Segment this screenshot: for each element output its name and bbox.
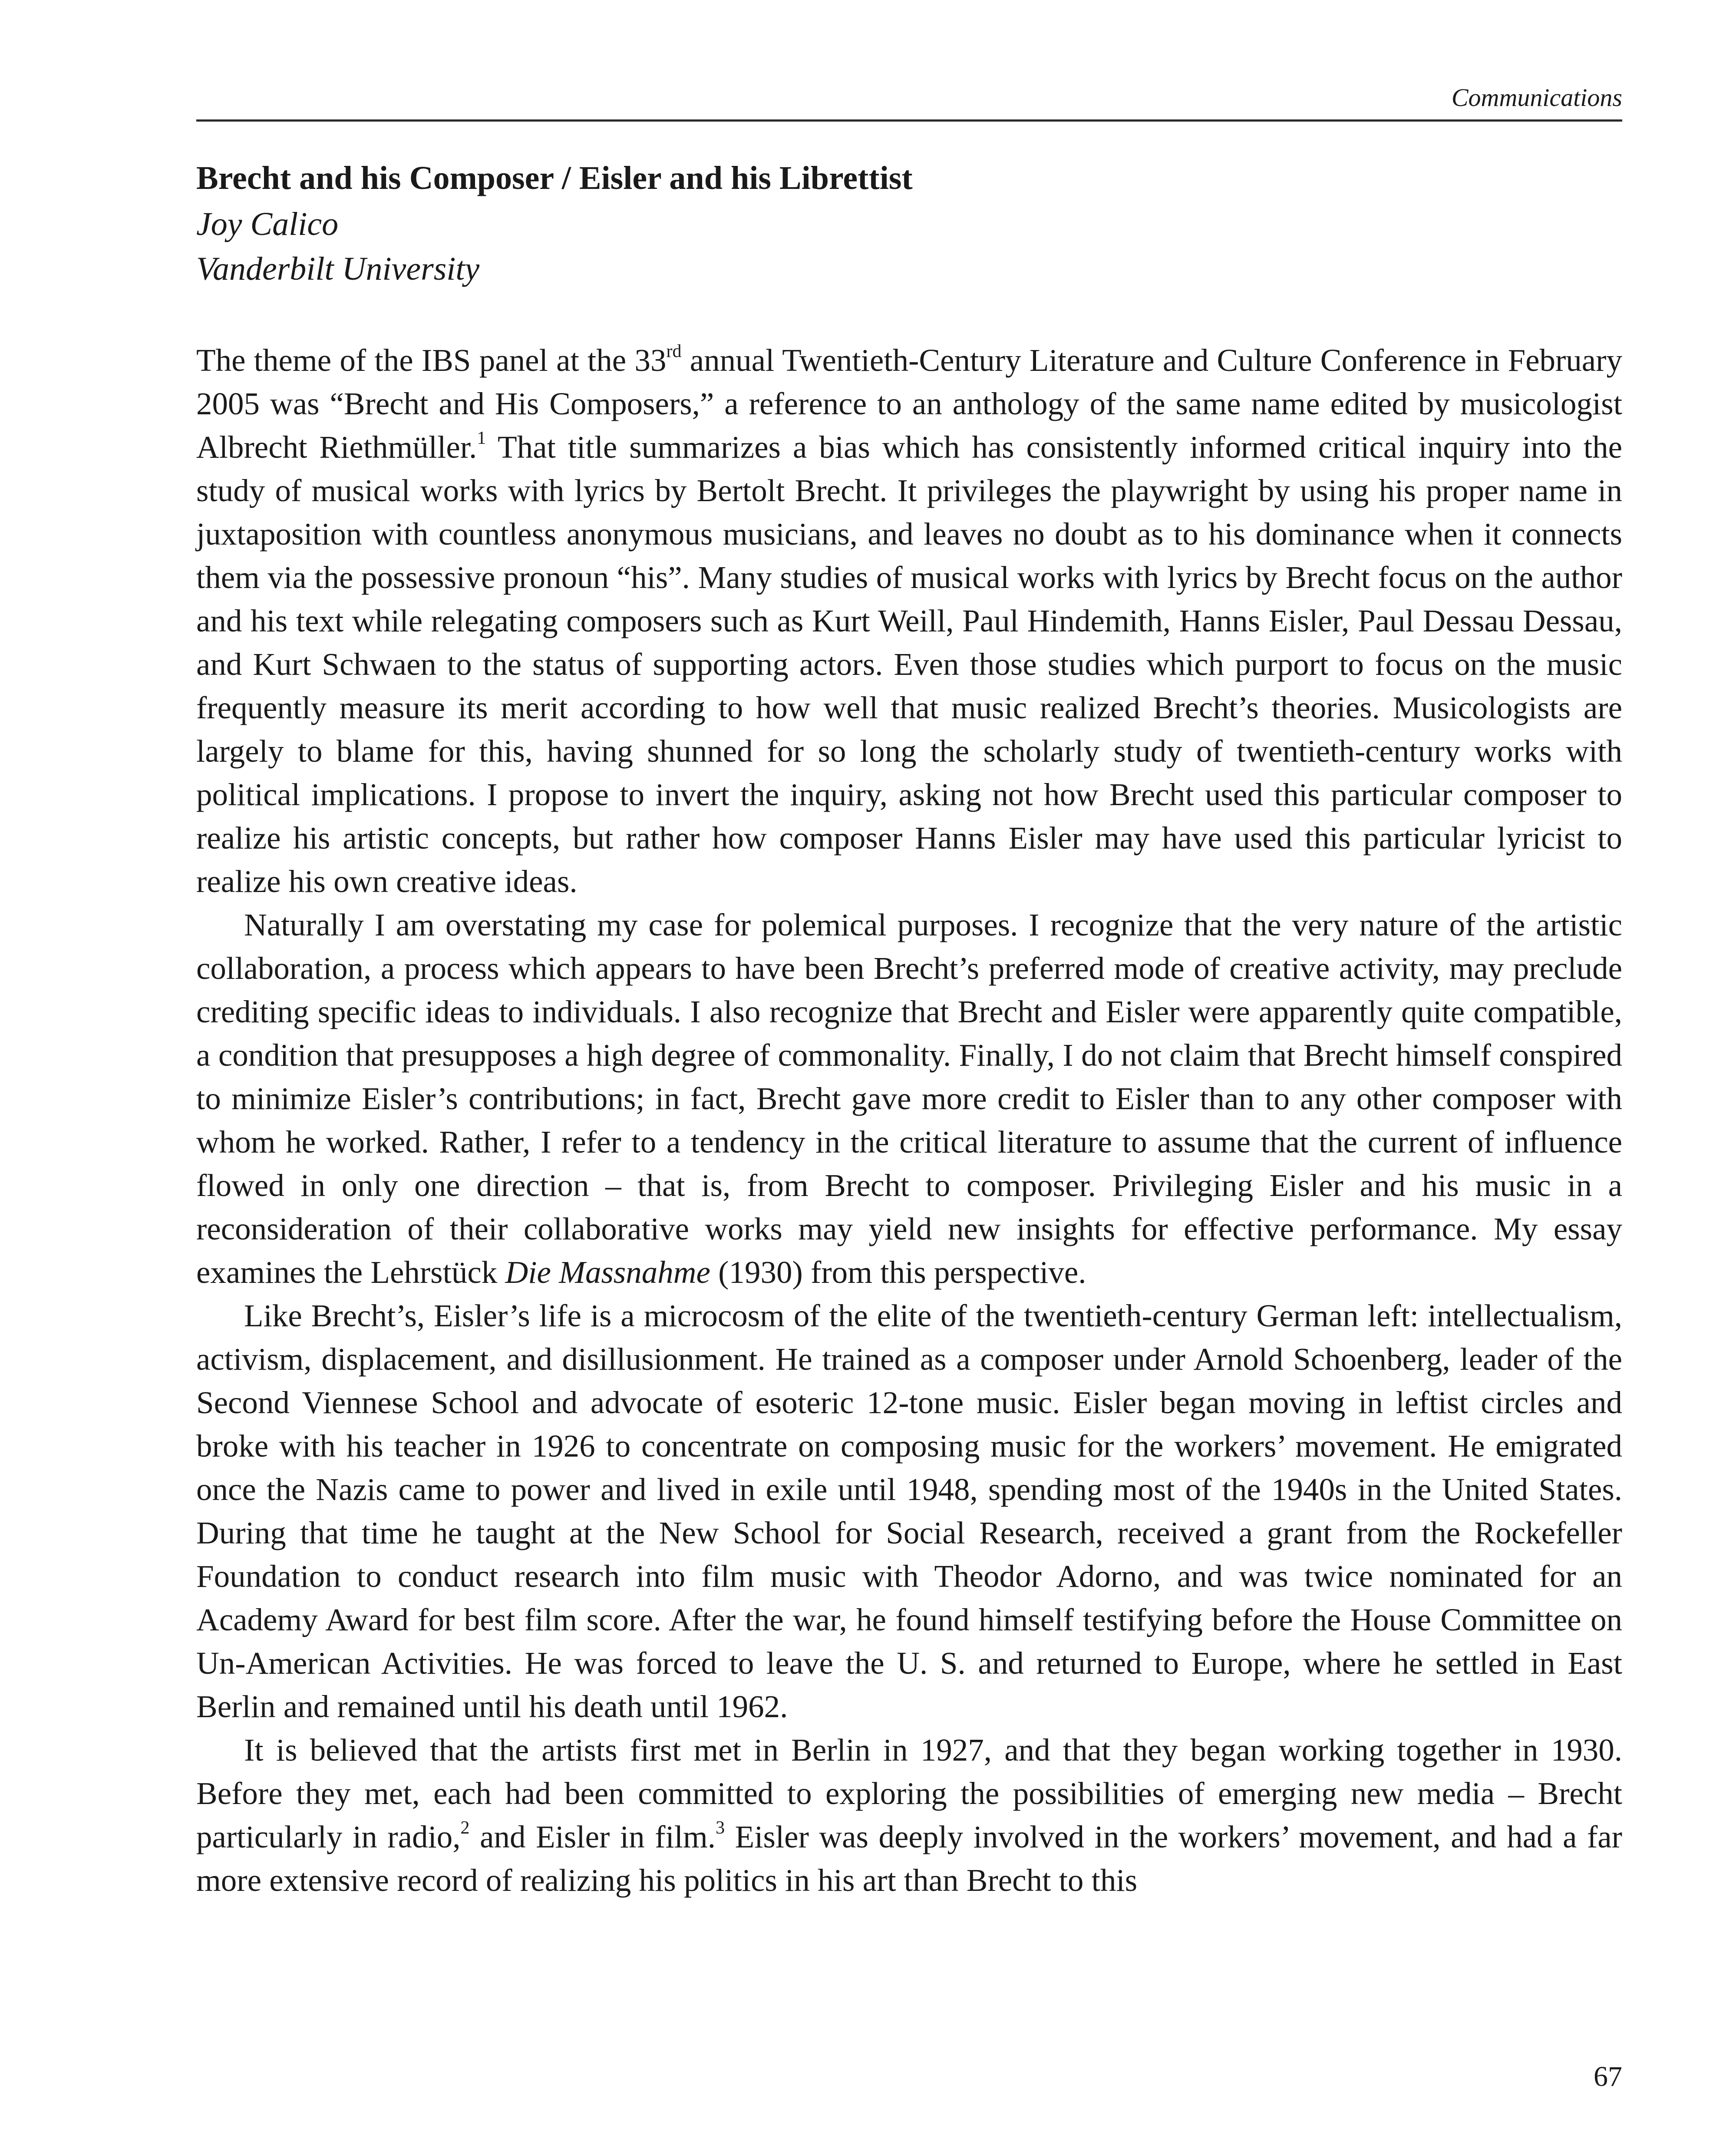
ordinal-suffix: rd — [666, 341, 682, 361]
footnote-ref-1: 1 — [477, 428, 486, 448]
paragraph-4-text-c: Eisler was deeply involved in the workers’ movement, and had a far more extensive record of realizing his politics in his art than Brecht to this — [196, 1819, 1622, 1898]
paragraph-2-text-a: Naturally I am overstating my case for polemical purposes. I recognize that the very nature of the artistic collaboration, a process which appears to have been Brecht’s preferred mode of creative activity, may preclude crediting specific ideas to individuals. I also recognize that Brecht and Eisler were apparently quite compatible, a condition that presupposes a high degree of commonality. Finally, I do not claim that Brecht himself conspired to minimize Eisler’s contributions; in fact, Brecht gave more credit to Eisler than to any other composer with whom he worked. Rather, I refer to a tendency in the critical literature to assume that the current of influence flowed in only one direction – that is, from Brecht to composer. Privileging Eisler and his music in a reconsideration of their collaborative works may yield new insights for effective performance. My essay examines the Lehrstück — [196, 907, 1622, 1290]
paragraph-4 — [196, 1728, 1622, 1902]
paragraph-2 — [196, 903, 1622, 1294]
footnote-ref-2: 2 — [460, 1818, 470, 1838]
article-title: Brecht and his Composer / Eisler and his Librettist — [196, 160, 913, 196]
paragraph-3: Like Brecht’s, Eisler’s life is a microcosm of the elite of the twentieth-century German left: intellectualism, activism, displacement, and disillusionment. He trained as a composer under Arnold Schoenberg, leader of the Second Viennese School and advocate of esoteric 12-tone music. Eisler began moving in leftist circles and broke with his teacher in 1926 to concentrate on composing music for the workers’ movement. He emigrated once the Nazis came to power and lived in exile until 1948, spending most of the 1940s in the United States. During that time he taught at the New School for Social Research, received a grant from the Rockefeller Foundation to conduct research into film music with Theodor Adorno, and was twice nominated for an Academy Award for best film score. After the war, he found himself testifying before the House Committee on Un-American Activities. He was forced to leave the U. S. and returned to Europe, where he settled in East Berlin and remained until his death until 1962. — [196, 1298, 1622, 1724]
paragraph-4-text-b: and Eisler in film. — [469, 1819, 716, 1854]
paragraph-1 — [196, 339, 1622, 903]
work-title: Die Massnahme — [505, 1255, 710, 1290]
paragraph-1-text-a: The theme of the IBS panel at the 33 — [196, 343, 667, 378]
paragraph-1-text-c: That title summarizes a bias which has consistently informed critical inquiry into the study of musical works with lyrics by Bertolt Brecht. It privileges the playwright by using his proper name in juxtaposition with countless anonymous musicians, and leaves no doubt as to his dominance when it connects them via the possessive pronoun “his”. Many studies of musical works with lyrics by Brecht focus on the author and his text while relegating composers such as Kurt Weill, Paul Hindemith, Hanns Eisler, Paul Dessau Dessau, and Kurt Schwaen to the status of supporting actors. Even those studies which purport to focus on the music frequently measure its merit according to how well that music realized Brecht’s theories. Musicologists are largely to blame for this, having shunned for so long the scholarly study of twentieth-century works with political implications. I propose to invert the inquiry, asking not how Brecht used this particular composer to realize his artistic concepts, but rather how composer Hanns Eisler may have used this particular lyricist to realize his own creative ideas. — [196, 430, 1622, 899]
article-header — [196, 154, 1622, 291]
paragraph-4-text-a: It is believed that the artists first met in Berlin in 1927, and that they began working together in 1930. Before they met, each had been committed to exploring the possibilities of emerging new media – Brecht particularly in radio, — [196, 1732, 1622, 1854]
author-name: Joy Calico — [196, 206, 339, 242]
footnote-ref-3: 3 — [716, 1818, 725, 1838]
author-affiliation: Vanderbilt University — [196, 251, 480, 287]
paragraph-1-text-b: annual Twentieth-Century Literature and Culture Conference in February 2005 was “Brecht and His Composers,” a reference to an anthology of the same name edited by musicologist Albrecht Riethmüller. — [196, 343, 1622, 465]
paragraph-2-text-b: (1930) from this perspective. — [710, 1255, 1086, 1290]
article-body — [196, 339, 1622, 1902]
header-rule — [196, 119, 1622, 122]
page-number: 67 — [1594, 2061, 1622, 2092]
running-head: Communications — [1451, 83, 1622, 112]
